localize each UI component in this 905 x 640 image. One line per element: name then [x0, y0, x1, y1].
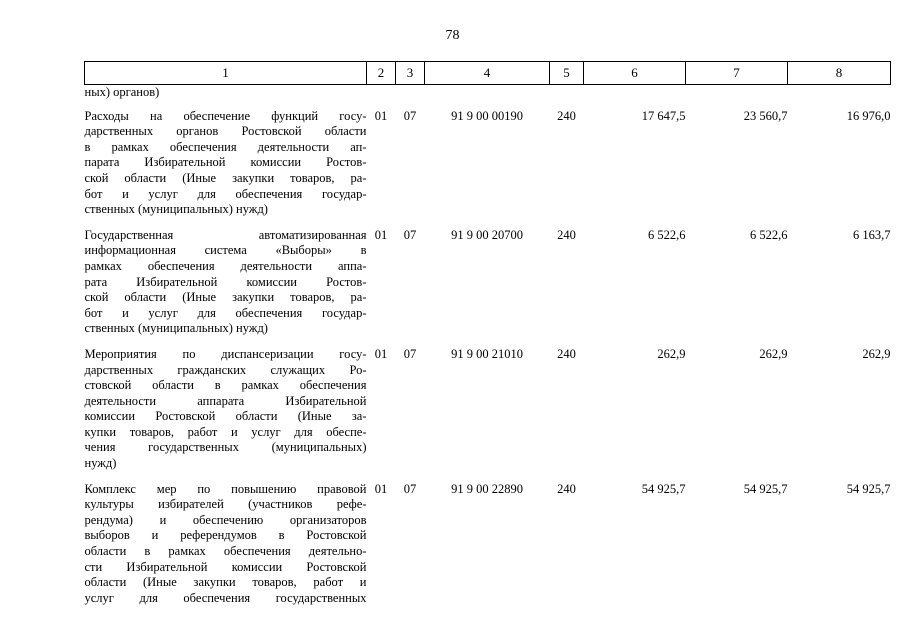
- item-name-line: выборов и референдумов в Ростовской: [84, 528, 367, 543]
- item-name-line: бот и услуг для обеспечения государ-: [84, 186, 367, 201]
- item-name-line: Расходы на обеспечение функций госу-: [84, 108, 367, 123]
- table-row: [85, 482, 891, 607]
- subsection-code: 07: [403, 227, 417, 242]
- amount-year-2: 6 522,6: [750, 227, 788, 242]
- table-body: [85, 85, 891, 607]
- item-name-line: ственных (муниципальных) нужд): [84, 202, 268, 217]
- section-code: 01: [374, 481, 388, 496]
- amount-year-1: 17 647,5: [641, 108, 686, 123]
- amount-year-1: 54 925,7: [641, 481, 686, 496]
- header-row: [85, 62, 891, 85]
- expense-type-code: 240: [557, 108, 576, 123]
- amount-year-3: 54 925,7: [846, 481, 891, 496]
- item-name-line: нужд): [84, 456, 117, 471]
- item-name-line: парата Избирательной комиссии Ростов-: [84, 155, 367, 170]
- header-col-3: 3: [396, 62, 425, 85]
- header-col-4: 4: [425, 62, 550, 85]
- header-col-1: 1: [85, 62, 367, 85]
- continuation-text: ных) органов): [84, 85, 160, 99]
- item-name: [85, 109, 367, 228]
- header-col-7: 7: [686, 62, 788, 85]
- item-name: [85, 228, 367, 347]
- item-name-line: Мероприятия по диспансеризации госу-: [84, 346, 367, 361]
- target-article-code: 91 9 00 22890: [451, 481, 523, 496]
- target-article-code: 91 9 00 21010: [451, 346, 523, 361]
- item-name-line: комиссии Ростовской области (Иные за-: [84, 409, 367, 424]
- table-row: [85, 347, 891, 482]
- budget-table: [84, 61, 891, 606]
- item-name-line: чения государственных (муниципальных): [84, 440, 367, 455]
- expense-type-code: 240: [557, 481, 576, 496]
- item-name-line: сти Избирательной комиссии Ростовской: [84, 559, 367, 574]
- page-number: 78: [445, 28, 460, 43]
- item-name-line: ственных (муниципальных) нужд): [84, 321, 268, 336]
- expense-type-code: 240: [557, 227, 576, 242]
- item-name: [85, 347, 367, 482]
- amount-year-3: 262,9: [862, 346, 891, 361]
- section-code: 01: [374, 108, 388, 123]
- table-row: [85, 228, 891, 347]
- amount-year-3: 16 976,0: [846, 108, 891, 123]
- amount-year-1: 6 522,6: [648, 227, 686, 242]
- target-article-code: 91 9 00 00190: [451, 108, 523, 123]
- item-name-line: Комплекс мер по повышению правовой: [84, 481, 367, 496]
- item-name-line: дарственных органов Ростовской области: [84, 124, 367, 139]
- header-col-8: 8: [788, 62, 891, 85]
- amount-year-2: 54 925,7: [743, 481, 788, 496]
- subsection-code: 07: [403, 481, 417, 496]
- target-article-code: 91 9 00 20700: [451, 227, 523, 242]
- amount-year-2: 23 560,7: [743, 108, 788, 123]
- item-name-line: ской области (Иные закупки товаров, ра-: [84, 170, 367, 185]
- item-name-line: дарственных гражданских служащих Ро-: [84, 362, 367, 377]
- subsection-code: 07: [403, 346, 417, 361]
- item-name-line: ской области (Иные закупки товаров, ра-: [84, 290, 367, 305]
- header-col-5: 5: [550, 62, 584, 85]
- header-col-2: 2: [367, 62, 396, 85]
- item-name-line: в рамках обеспечения деятельности ап-: [84, 139, 367, 154]
- header-col-6: 6: [584, 62, 686, 85]
- item-name-line: культуры избирателей (участников рефе-: [84, 497, 367, 512]
- continuation-row: [85, 85, 891, 109]
- item-name-line: информационная система «Выборы» в: [84, 243, 367, 258]
- item-name-line: стовской области в рамках обеспечения: [84, 378, 367, 393]
- item-name-line: рата Избирательной комиссии Ростов-: [84, 274, 367, 289]
- item-name-line: купки товаров, работ и услуг для обеспе-: [84, 424, 367, 439]
- item-name-line: бот и услуг для обеспечения государ-: [84, 305, 367, 320]
- expense-type-code: 240: [557, 346, 576, 361]
- item-name: [85, 482, 367, 607]
- amount-year-3: 6 163,7: [853, 227, 891, 242]
- amount-year-1: 262,9: [657, 346, 686, 361]
- subsection-code: 07: [403, 108, 417, 123]
- item-name-line: области (Иные закупки товаров, работ и: [84, 575, 367, 590]
- item-name-line: области в рамках обеспечения деятельно-: [84, 544, 367, 559]
- section-code: 01: [374, 227, 388, 242]
- item-name-line: Государственная автоматизированная: [84, 227, 367, 242]
- table-row: [85, 109, 891, 228]
- item-name-line: рендума) и обеспечению организаторов: [84, 512, 367, 527]
- section-code: 01: [374, 346, 388, 361]
- amount-year-2: 262,9: [759, 346, 788, 361]
- table-header: [85, 62, 891, 85]
- item-name-line: деятельности аппарата Избирательной: [84, 393, 367, 408]
- item-name-line: рамках обеспечения деятельности аппа-: [84, 258, 367, 273]
- item-name-line: услуг для обеспечения государственных: [84, 590, 367, 605]
